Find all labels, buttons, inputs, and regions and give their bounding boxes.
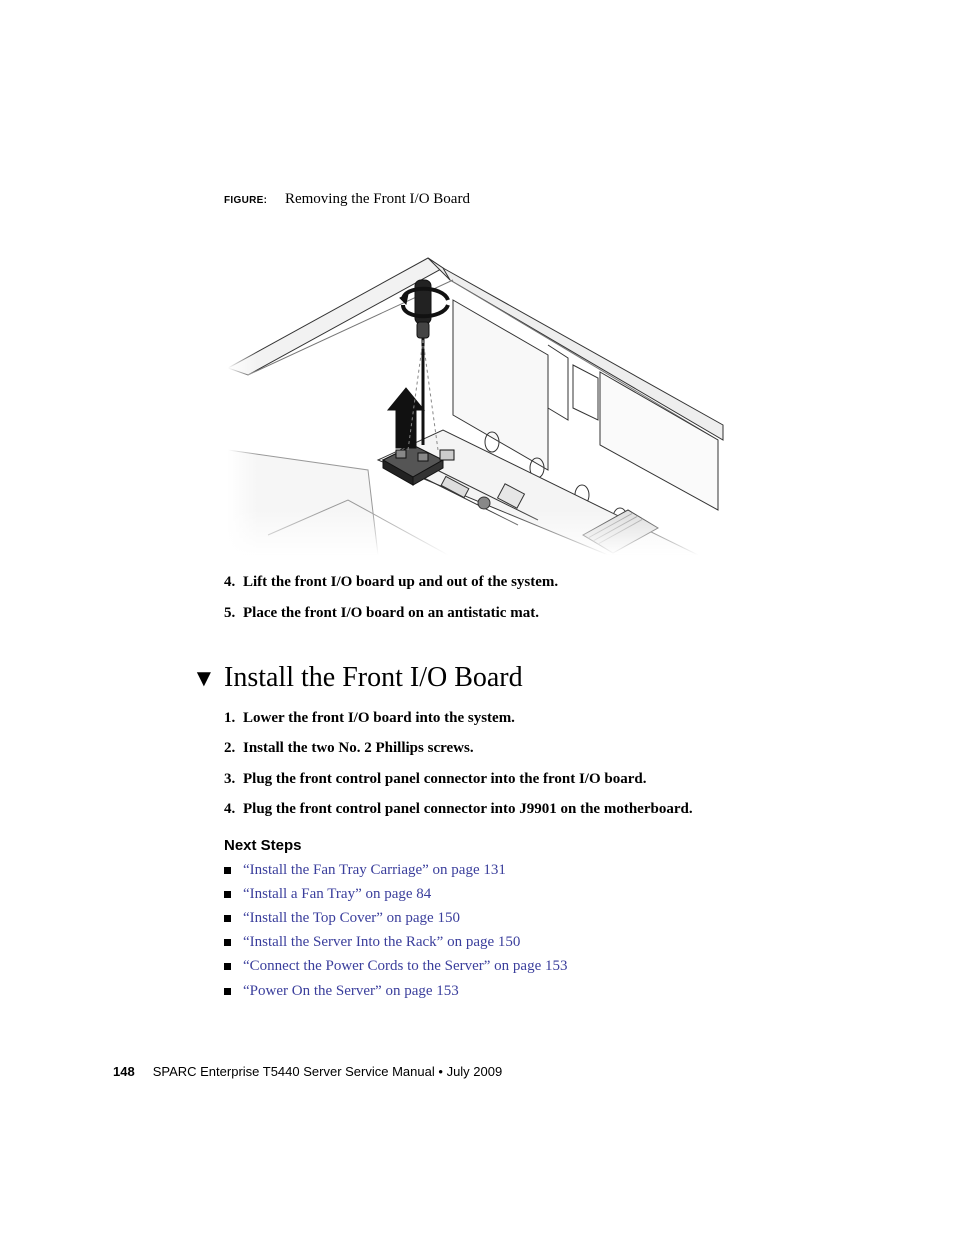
step-install-2: 2. Install the two No. 2 Phillips screws. [224,740,474,756]
link-install-top-cover[interactable]: “Install the Top Cover” on page 150 [243,909,460,926]
link-power-on-server[interactable]: “Power On the Server” on page 153 [243,982,459,999]
footer-date: July 2009 [446,1064,503,1079]
step-install-1: 1. Lower the front I/O board into the system. [224,710,515,726]
manual-title: SPARC Enterprise T5440 Server Service Manual [152,1064,435,1079]
link-install-fan-tray[interactable]: “Install a Fan Tray” on page 84 [243,885,432,902]
bullet-icon [224,963,231,970]
link-install-server-rack[interactable]: “Install the Server Into the Rack” on page 150 [243,934,521,951]
list-item [224,906,568,930]
bullet-icon [224,939,231,946]
figure-caption-text: Removing the Front I/O Board [284,191,470,207]
step-remove-5: 5. Place the front I/O board on an antistatic mat. [224,605,539,621]
step-remove-4: 4. Lift the front I/O board up and out of the system. [224,574,559,590]
bullet-icon [224,891,231,898]
step-install-3: 3. Plug the front control panel connector into the front I/O board. [224,771,647,787]
list-item [224,931,568,955]
bullet-icon [224,988,231,995]
front-io-board-illustration [228,250,728,555]
list-item [224,979,568,1003]
link-connect-power-cords[interactable]: “Connect the Power Cords to the Server” on page 153 [243,958,568,975]
bullet-icon [224,915,231,922]
figure-caption [224,191,470,208]
section-title: ▼ Install the Front I/O Board [192,662,523,693]
page-number: 148 [113,1064,135,1079]
next-steps-heading: Next Steps [224,837,302,854]
page-footer [113,1064,502,1079]
footer-separator: • [438,1064,443,1079]
list-item [224,882,568,906]
list-item [224,858,568,882]
list-item [224,955,568,979]
figure-label: FIGURE: [224,195,268,206]
section-marker-icon: ▼ [192,666,216,692]
step-install-4: 4. Plug the front control panel connector into J9901 on the motherboard. [224,801,693,817]
link-install-fan-tray-carriage[interactable]: “Install the Fan Tray Carriage” on page 131 [243,861,506,878]
bullet-icon [224,867,231,874]
next-steps-list [224,858,568,1003]
